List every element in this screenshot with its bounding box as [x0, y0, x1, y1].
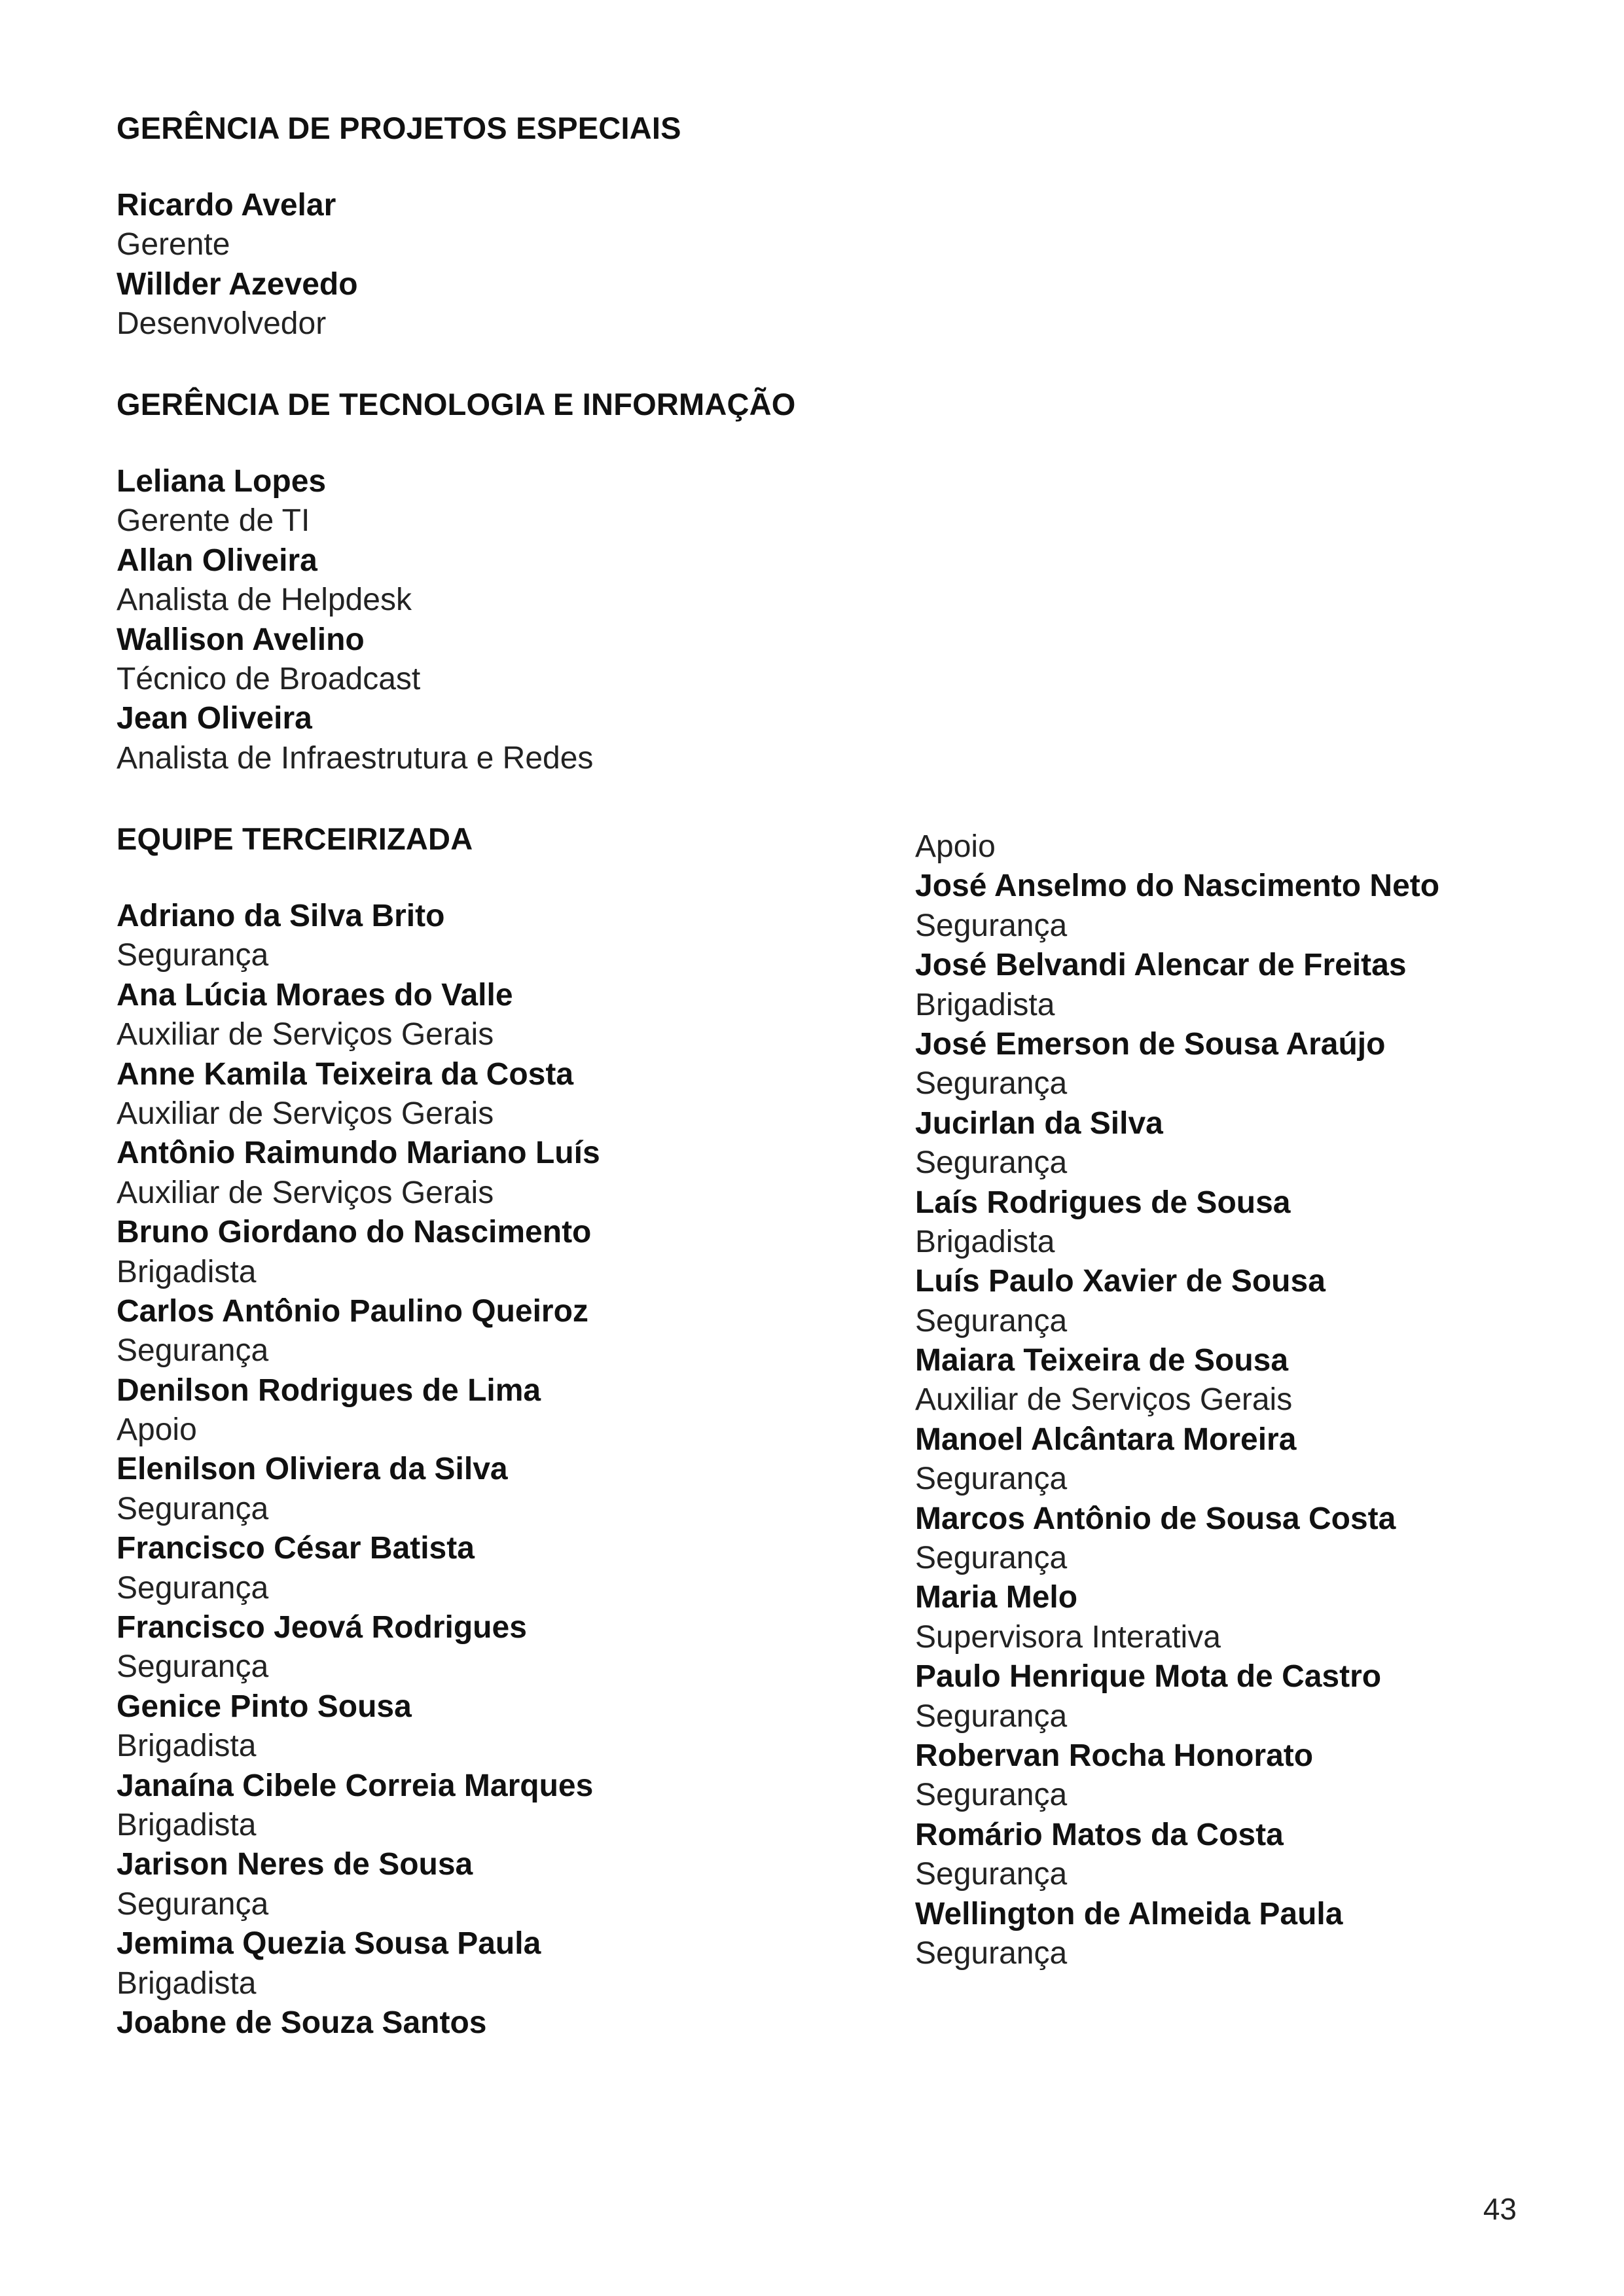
staff-role: Brigadista	[915, 987, 1055, 1022]
staff-name: Joabne de Souza Santos	[117, 2005, 487, 2040]
staff-role: Auxiliar de Serviços Gerais	[915, 1382, 1293, 1418]
staff-role: Segurança	[915, 1303, 1068, 1338]
staff-role: Segurança	[117, 938, 269, 973]
staff-role: Desenvolvedor	[117, 306, 327, 342]
staff-role: Segurança	[117, 1649, 269, 1685]
section-title-tecnologia-informacao: GERÊNCIA DE TECNOLOGIA E INFORMAÇÃO	[117, 387, 796, 422]
staff-name: Wallison Avelino	[117, 622, 365, 657]
staff-role: Gerente de TI	[117, 503, 310, 539]
staff-role: Segurança	[915, 1541, 1068, 1576]
staff-role: Brigadista	[117, 1729, 257, 1764]
staff-role: Segurança	[915, 908, 1068, 943]
staff-name: Allan Oliveira	[117, 543, 317, 578]
staff-role: Brigadista	[117, 1965, 257, 2001]
staff-name: Denilson Rodrigues de Lima	[117, 1372, 541, 1408]
staff-name: Francisco Jeová Rodrigues	[117, 1610, 527, 1645]
staff-name: Laís Rodrigues de Sousa	[915, 1185, 1291, 1220]
staff-name: Jean Oliveira	[117, 701, 312, 736]
staff-name: Ricardo Avelar	[117, 188, 336, 223]
staff-name: Anne Kamila Teixeira da Costa	[117, 1056, 574, 1092]
staff-role: Segurança	[915, 1145, 1068, 1181]
staff-name: Adriano da Silva Brito	[117, 899, 445, 933]
staff-role: Segurança	[117, 1491, 269, 1526]
staff-role: Brigadista	[117, 1254, 257, 1289]
staff-role: Supervisora Interativa	[915, 1619, 1221, 1655]
staff-role: Gerente	[117, 227, 230, 262]
terceirizada-staff-list-right	[915, 827, 1439, 1973]
staff-name: Jemima Quezia Sousa Paula	[117, 1926, 541, 1962]
section-title-equipe-terceirizada: EQUIPE TERCEIRIZADA	[117, 821, 473, 856]
section-title-projetos-especiais: GERÊNCIA DE PROJETOS ESPECIAIS	[117, 111, 681, 145]
staff-name: Wellington de Almeida Paula	[915, 1896, 1343, 1931]
staff-role: Segurança	[915, 1066, 1068, 1102]
staff-name: José Emerson de Sousa Araújo	[915, 1026, 1386, 1062]
staff-role: Auxiliar de Serviços Gerais	[117, 1175, 494, 1210]
page-number: 43	[1483, 2192, 1517, 2226]
staff-name: Ana Lúcia Moraes do Valle	[117, 977, 513, 1013]
staff-name: José Anselmo do Nascimento Neto	[915, 869, 1440, 904]
staff-role: Técnico de Broadcast	[117, 661, 421, 696]
staff-name: Antônio Raimundo Mariano Luís	[117, 1136, 600, 1171]
staff-role: Segurança	[915, 1857, 1068, 1892]
tecnologia-staff-list	[117, 462, 593, 778]
staff-role: Brigadista	[915, 1224, 1055, 1259]
staff-role: Apoio	[117, 1412, 197, 1448]
staff-role: Brigadista	[117, 1807, 257, 1842]
staff-name: Bruno Giordano do Nascimento	[117, 1215, 592, 1250]
staff-name: Janaína Cibele Correia Marques	[117, 1768, 594, 1803]
staff-name: Robervan Rocha Honorato	[915, 1738, 1314, 1773]
projetos-staff-list	[117, 186, 358, 344]
staff-name: Leliana Lopes	[117, 464, 327, 499]
staff-name: Jucirlan da Silva	[915, 1105, 1163, 1141]
staff-role: Segurança	[117, 1886, 269, 1922]
staff-name: Carlos Antônio Paulino Queiroz	[117, 1293, 588, 1329]
staff-name: Romário Matos da Costa	[915, 1817, 1284, 1852]
staff-role: Segurança	[915, 1778, 1068, 1813]
staff-role: Segurança	[117, 1570, 269, 1605]
staff-name: Maria Melo	[915, 1580, 1078, 1615]
staff-name: Genice Pinto Sousa	[117, 1689, 412, 1724]
staff-name: Marcos Antônio de Sousa Costa	[915, 1501, 1396, 1536]
staff-name: Francisco César Batista	[117, 1531, 475, 1566]
terceirizada-staff-list-left	[117, 897, 600, 2043]
staff-name: Maiara Teixeira de Sousa	[915, 1343, 1289, 1378]
staff-role: Segurança	[915, 1698, 1068, 1734]
staff-name: José Belvandi Alencar de Freitas	[915, 948, 1407, 983]
staff-name: Paulo Henrique Mota de Castro	[915, 1659, 1382, 1695]
staff-role: Segurança	[117, 1333, 269, 1369]
staff-role: Auxiliar de Serviços Gerais	[117, 1096, 494, 1131]
staff-name: Willder Azevedo	[117, 266, 358, 302]
staff-name: Elenilson Oliviera da Silva	[117, 1452, 508, 1487]
staff-role: Segurança	[915, 1935, 1068, 1971]
staff-name: Luís Paulo Xavier de Sousa	[915, 1264, 1326, 1299]
staff-role: Segurança	[915, 1462, 1068, 1497]
staff-role-continued: Apoio	[915, 829, 996, 864]
staff-role: Analista de Helpdesk	[117, 583, 412, 618]
staff-role: Analista de Infraestrutura e Redes	[117, 740, 594, 776]
staff-role: Auxiliar de Serviços Gerais	[117, 1017, 494, 1052]
staff-name: Manoel Alcântara Moreira	[915, 1422, 1297, 1457]
staff-name: Jarison Neres de Sousa	[117, 1847, 473, 1882]
